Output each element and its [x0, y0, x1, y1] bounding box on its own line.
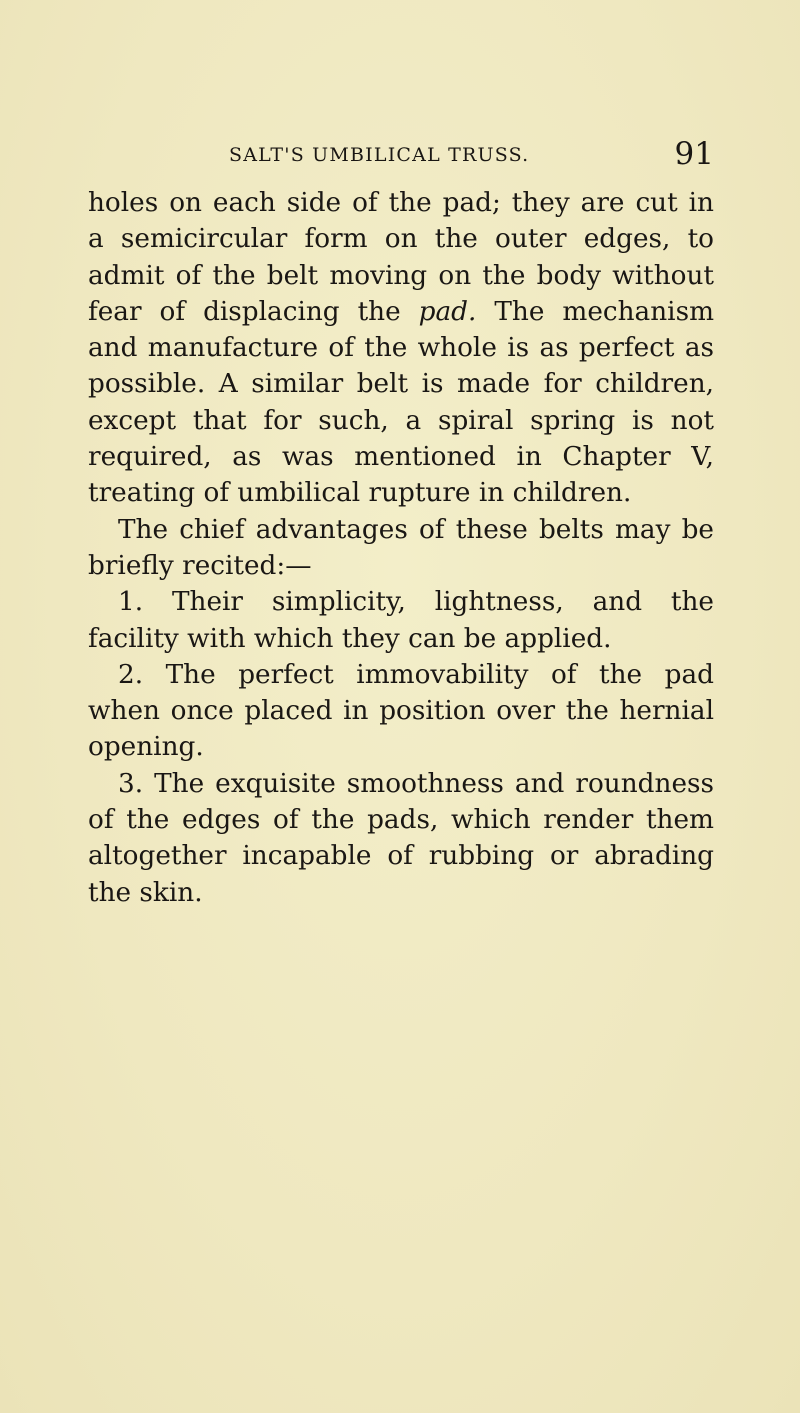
text-line: when once placed in position over the hernial: [88, 696, 714, 727]
text-line: briefly recited:—: [88, 550, 312, 581]
text-line: the skin.: [88, 877, 203, 908]
text-span: The mechanism: [494, 296, 715, 327]
text-line: 1. Their simplicity, lightness, and the: [118, 587, 714, 618]
text-line: opening.: [88, 732, 204, 763]
text-line: of the edges of the pads, which render them: [88, 805, 714, 836]
text-line: treating of umbilical rupture in children.: [88, 478, 632, 509]
body-text: [88, 185, 714, 911]
running-head: SALT'S UMBILICAL TRUSS.: [229, 144, 530, 166]
page-number: 91: [674, 136, 714, 172]
text-line: required, as was mentioned in Chapter V,: [88, 442, 714, 473]
text-line: facility with which they can be applied.: [88, 623, 612, 654]
text-line: altogether incapable of rubbing or abrading: [88, 841, 714, 872]
text-line: possible. A similar belt is made for children,: [88, 369, 714, 400]
page-header: [229, 134, 714, 178]
text-line: and manufacture of the whole is as perfect as: [88, 333, 714, 364]
text-line: except that for such, a spiral spring is not: [88, 405, 714, 436]
text-line: holes on each side of the pad; they are cut in: [88, 188, 714, 218]
text-line: The chief advantages of these belts may be: [118, 514, 714, 545]
text-span: fear of displacing the: [88, 296, 401, 327]
italic-word: pad.: [418, 296, 477, 327]
text-line: 3. The exquisite smoothness and roundness: [118, 768, 714, 799]
text-line: 2. The perfect immovability of the pad: [118, 659, 714, 690]
text-line: admit of the belt moving on the body without: [88, 260, 714, 291]
text-line: a semicircular form on the outer edges, to: [88, 224, 714, 255]
text-line: [88, 294, 714, 330]
